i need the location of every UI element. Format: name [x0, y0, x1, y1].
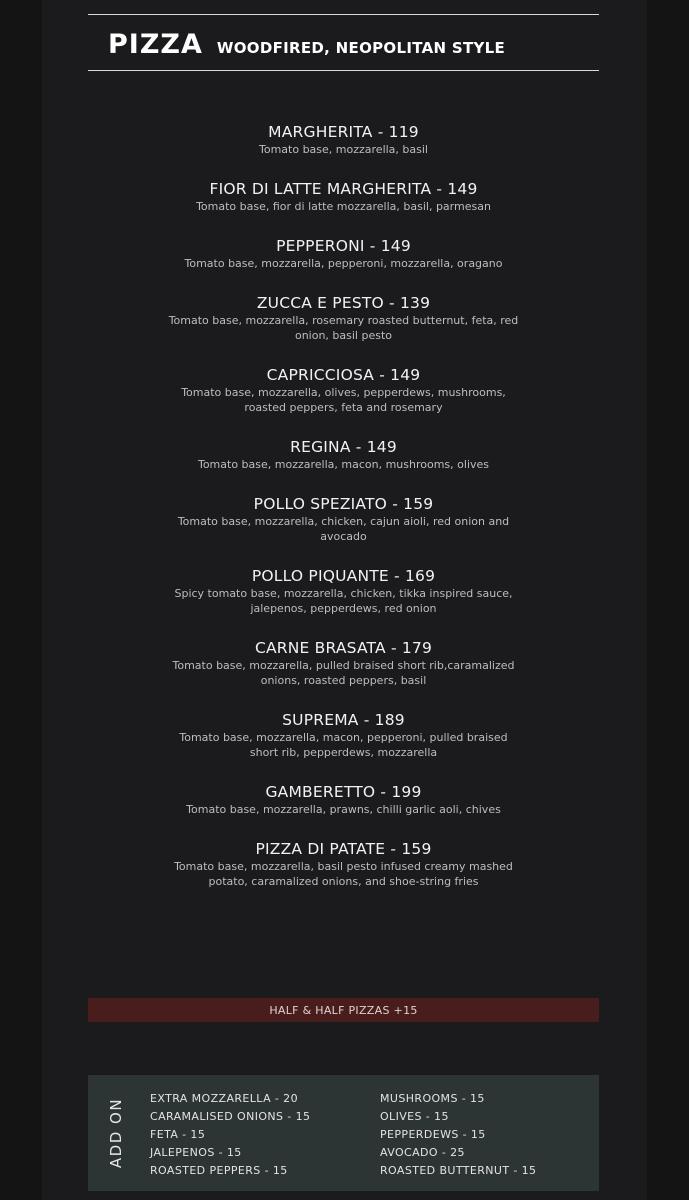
menu-item-name: PIZZA DI PATATE - 159 [255, 840, 432, 858]
menu-item-name: GAMBERETTO - 199 [265, 783, 422, 801]
menu-item-name: CAPRICCIOSA - 149 [266, 366, 421, 384]
menu-item [88, 839, 599, 889]
menu-item [88, 638, 599, 688]
header-bottom-rule [88, 70, 599, 71]
add-on-item: MUSHROOMS - 15 [380, 1092, 485, 1105]
add-on-item: EXTRA MOZZARELLA - 20 [150, 1092, 298, 1105]
menu-item-name: ZUCCA E PESTO - 139 [256, 294, 431, 312]
menu-item-description: Tomato base, mozzarella, rosemary roasted butternut, feta, red onion, basil pesto [168, 314, 519, 342]
menu-item-description: Tomato base, mozzarella, prawns, chilli garlic aoli, chives [186, 803, 501, 816]
menu-item-name: POLLO SPEZIATO - 159 [253, 495, 434, 513]
header-top-rule [88, 14, 599, 15]
add-on-item: CARAMALISED ONIONS - 15 [150, 1110, 311, 1123]
menu-item [88, 179, 599, 214]
menu-item-description: Tomato base, mozzarella, olives, pepperdews, mushrooms, roasted peppers, feta and rosemary [181, 386, 506, 414]
add-on-list-left [150, 1090, 310, 1180]
menu-item-description: Tomato base, mozzarella, pulled braised short rib,caramalized onions, roasted peppers, basil [172, 659, 515, 687]
menu-item-name: PEPPERONI - 149 [276, 237, 411, 255]
menu-item-name: MARGHERITA - 119 [268, 123, 419, 141]
add-on-label: ADD ON [107, 1097, 125, 1169]
add-on-item: AVOCADO - 25 [380, 1146, 465, 1159]
add-on-item: FETA - 15 [150, 1128, 206, 1141]
menu-item [88, 437, 599, 472]
page-title: PIZZA [108, 29, 203, 60]
page-subtitle: WOODFIRED, NEOPOLITAN STYLE [216, 39, 506, 57]
menu-item [88, 494, 599, 544]
menu-item-description: Tomato base, mozzarella, chicken, cajun aioli, red onion and avocado [177, 515, 510, 543]
menu-item-name: SUPREMA - 189 [282, 711, 405, 729]
menu-item-description: Tomato base, mozzarella, basil [259, 143, 428, 156]
menu-item-name: CARNE BRASATA - 179 [254, 639, 433, 657]
menu-item-description: Tomato base, mozzarella, macon, pepperoni, pulled braised short rib, pepperdews, mozzarella [179, 731, 508, 759]
add-on-panel [88, 1075, 599, 1191]
add-on-list-right [380, 1090, 536, 1180]
menu-item [88, 122, 599, 157]
menu-item [88, 236, 599, 271]
menu-item [88, 365, 599, 415]
add-on-item: ROASTED BUTTERNUT - 15 [380, 1164, 537, 1177]
add-on-item: JALEPENOS - 15 [150, 1146, 242, 1159]
menu-item [88, 782, 599, 817]
menu-header [108, 29, 505, 60]
menu-item-description: Tomato base, fior di latte mozzarella, basil, parmesan [196, 200, 491, 213]
menu-item [88, 293, 599, 343]
menu-item-name: POLLO PIQUANTE - 169 [251, 567, 436, 585]
menu-item-description: Tomato base, mozzarella, basil pesto infused creamy mashed potato, caramalized onions, and shoe-string fries [174, 860, 513, 888]
add-on-item: ROASTED PEPPERS - 15 [150, 1164, 288, 1177]
menu-item [88, 710, 599, 760]
menu-item-description: Spicy tomato base, mozzarella, chicken, tikka inspired sauce, jalepenos, pepperdews, red onion [174, 587, 513, 615]
add-on-item: OLIVES - 15 [380, 1110, 449, 1123]
half-and-half-banner: HALF & HALF PIZZAS +15 [88, 998, 599, 1022]
menu-item-description: Tomato base, mozzarella, pepperoni, mozzarella, oragano [184, 257, 503, 270]
add-on-item: PEPPERDEWS - 15 [380, 1128, 486, 1141]
pizza-menu-list [88, 122, 599, 911]
menu-item-name: REGINA - 149 [290, 438, 397, 456]
menu-item-name: FIOR DI LATTE MARGHERITA - 149 [209, 180, 478, 198]
menu-item [88, 566, 599, 616]
menu-item-description: Tomato base, mozzarella, macon, mushrooms, olives [197, 458, 490, 471]
